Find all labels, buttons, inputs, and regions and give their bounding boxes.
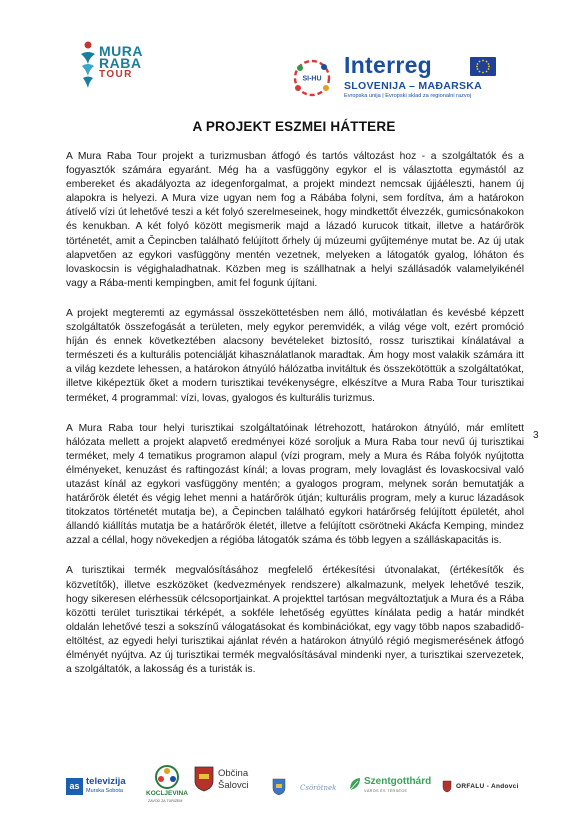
- televizija-mark-icon: as: [66, 778, 83, 795]
- si-hu-circle-icon: [290, 58, 334, 98]
- document-body: [66, 150, 524, 693]
- salovci-word: Šalovci: [218, 780, 249, 791]
- csorotnek-script: Csörötnek: [300, 784, 337, 792]
- page-title: A PROJEKT ESZMEI HÁTTERE: [192, 119, 396, 134]
- logo-word-tour: TOUR: [99, 69, 133, 80]
- televizija-name: televizija: [86, 776, 126, 787]
- mura-raba-tour-logo: [75, 36, 145, 96]
- interreg-wordmark: Interreg: [344, 52, 433, 78]
- szentgotthard-name: Szentgotthárd: [364, 776, 432, 787]
- page-number: 3: [533, 430, 539, 441]
- obcina-word: Občina: [218, 768, 249, 779]
- kocljevina-subtitle: ZAVOD ZA TURIZEM: [148, 799, 183, 803]
- paragraph: A projekt megteremti az egymással összeköttetésben nem álló, motiválatlan és kevésbé képzett szolgáltatók összefogását a területen, mely egykor peremvidék, a világ vége volt, ezért promóció híján és ennek következtében alacsony bevételeket biztosító, rossz turisztikai kínálatával a természeti és a kulturális potenciálját kihasználatlanok maradtak. Ám hogy most valakik számára itt a világ kezdete lehessen, a határokon átnyúló hálózatba invitáltuk és összekötöttük a szolgáltatókat, illetve kiképeztük őket a modern turisztikai tevékenységre, elkészítve a Mura Raba Tour turisztikai terméket, 4 programmal: vízi, lovas, gyalogos és kulturális turizmus.: [66, 307, 524, 404]
- televizija-logo: [66, 774, 138, 818]
- szentgotthard-leaf-icon: [348, 776, 362, 792]
- interreg-country-line: SLOVENIJA – MAĐARSKA: [344, 80, 483, 92]
- csorotnek-logo: [296, 780, 344, 824]
- si-hu-label: SI-HU: [302, 75, 322, 83]
- small-crest-icon: [272, 778, 286, 796]
- small-crest-logo: [272, 778, 294, 822]
- szentgotthard-logo: [348, 776, 434, 820]
- paragraph: A Mura Raba tour helyi turisztikai szolgáltatóinak létrehozott, határokon átnyúló, már említett hálózata mellett a projekt alapvető eredményei közé soroljuk a Mura Raba tour nevű új turisztikai terméket, mely 4 tematikus programon alapul (vízi program, mely a Mura és Rába folyók nyújtotta élményeket, kenuzást és raftingozást kínál; a lovas program, mely lovaglást és lovaskocsival való utazást kínál az egykori vasfüggöny mentén; a gyalogos program, melynek során bemutatják a határőrök életét és végig lehet menni a határőrök útján; kulturális program, mely a kuruc lázadások titokzatos történetét mutatja be), a Čepincben található egykori határőrség felújított épületét, ahol állandó kiállítás mutatja be a határőrök életét, illetve a felújított csörötneki Akácfa Kemping, mindez azzal a céllal, hogy növekedjen a régióba látogatók száma és több legyen a szálláskapacitás is.: [66, 422, 524, 547]
- szentgotthard-subtitle: VÁROS ÉS TÉRSÉGE: [364, 789, 408, 793]
- logo-word-mura: MURA: [99, 43, 143, 59]
- obcina-salovci-logo: [194, 764, 260, 808]
- kocljevina-logo: [146, 764, 188, 808]
- paragraph: A Mura Raba Tour projekt a turizmusban átfogó és tartós változást hoz - a szolgáltatók és a fogyasztók számára egyaránt. Még ha a vasfüggöny egykor el is választotta egymástól az embereket és akadályozta az idegenforgalmat, a projekt mindezt nemcsak újjáéleszti, hanem új alapokra is helyezi. A Mura vize ugyan nem fog a Rábába folyni, sem fordítva, ám a határokon átívelő vízi út lehetővé teszi a két folyó szerelmeseinek, hogy mindkettőt élvezzék, gumicsónakokon és kenukban. A két folyó között megismerik majd a lázadó kurucok titkait, illetve a határőrök történetét, amit a Čepincben található felújított őrhely új múzeumi gyűjteménye mutat be. Az új utak alapvetően az egykori vasfüggöny mentén vezetnek, melyeken a látogatók gyalog, lóháton és lovaskocsin is végighaladhatnak. Közben meg is szállhatnak a helyi szállásadók valamelyikénél vagy a Rába-menti kempingben, amit fel fogunk újítani.: [66, 151, 524, 289]
- swimmer-figure-icon: [77, 40, 99, 92]
- eu-flag-icon: [470, 57, 496, 76]
- televizija-city: Murska Sobota: [86, 788, 123, 794]
- interreg-logo: [290, 52, 518, 112]
- orfalu-crest-icon: [442, 780, 452, 793]
- salovci-crest-icon: [194, 766, 214, 792]
- footer-partner-logos: [66, 764, 526, 810]
- kocljevina-emblem-icon: [150, 764, 184, 790]
- kocljevina-name: KOCLJEVINA: [146, 790, 188, 797]
- orfalu-name: ORFALU - Andovci: [456, 783, 519, 790]
- interreg-fund-line: Evropska unija | Evropski sklad za regionalni razvoj: [344, 93, 472, 99]
- paragraph: A turisztikai termék megvalósításához megfelelő értékesítési útvonalakat, (értékesítők és közvetítők), illetve eszközöket (kedvezmények rendszere) alkalmazunk, melyek lehetővé teszik, hogy sikeresen elérhessük célcsoportjainkat. A projekttel tartósan megváltoztatjuk a Mura és a Rába közötti terület turisztikai térképét, a sokféle lehetőség együttes kínálata pedig a határ mindkét oldalán lehetővé teszi a sokszínű válogatásokat és kombinációkat, egy vagy több napos szabadidő-eltöltést, az egyedi helyi turisztikai ajánlat révén a határokon átnyúló régió megismerésének átfogó élményét nyújtva. Az új turisztikai termék megvalósításával mindenki nyer, a turisztikai szervezetek, a szolgáltatók, a lakosság és a turisták is.: [66, 565, 524, 676]
- orfalu-logo: [442, 780, 528, 824]
- logo-word-raba: RABA: [99, 55, 142, 71]
